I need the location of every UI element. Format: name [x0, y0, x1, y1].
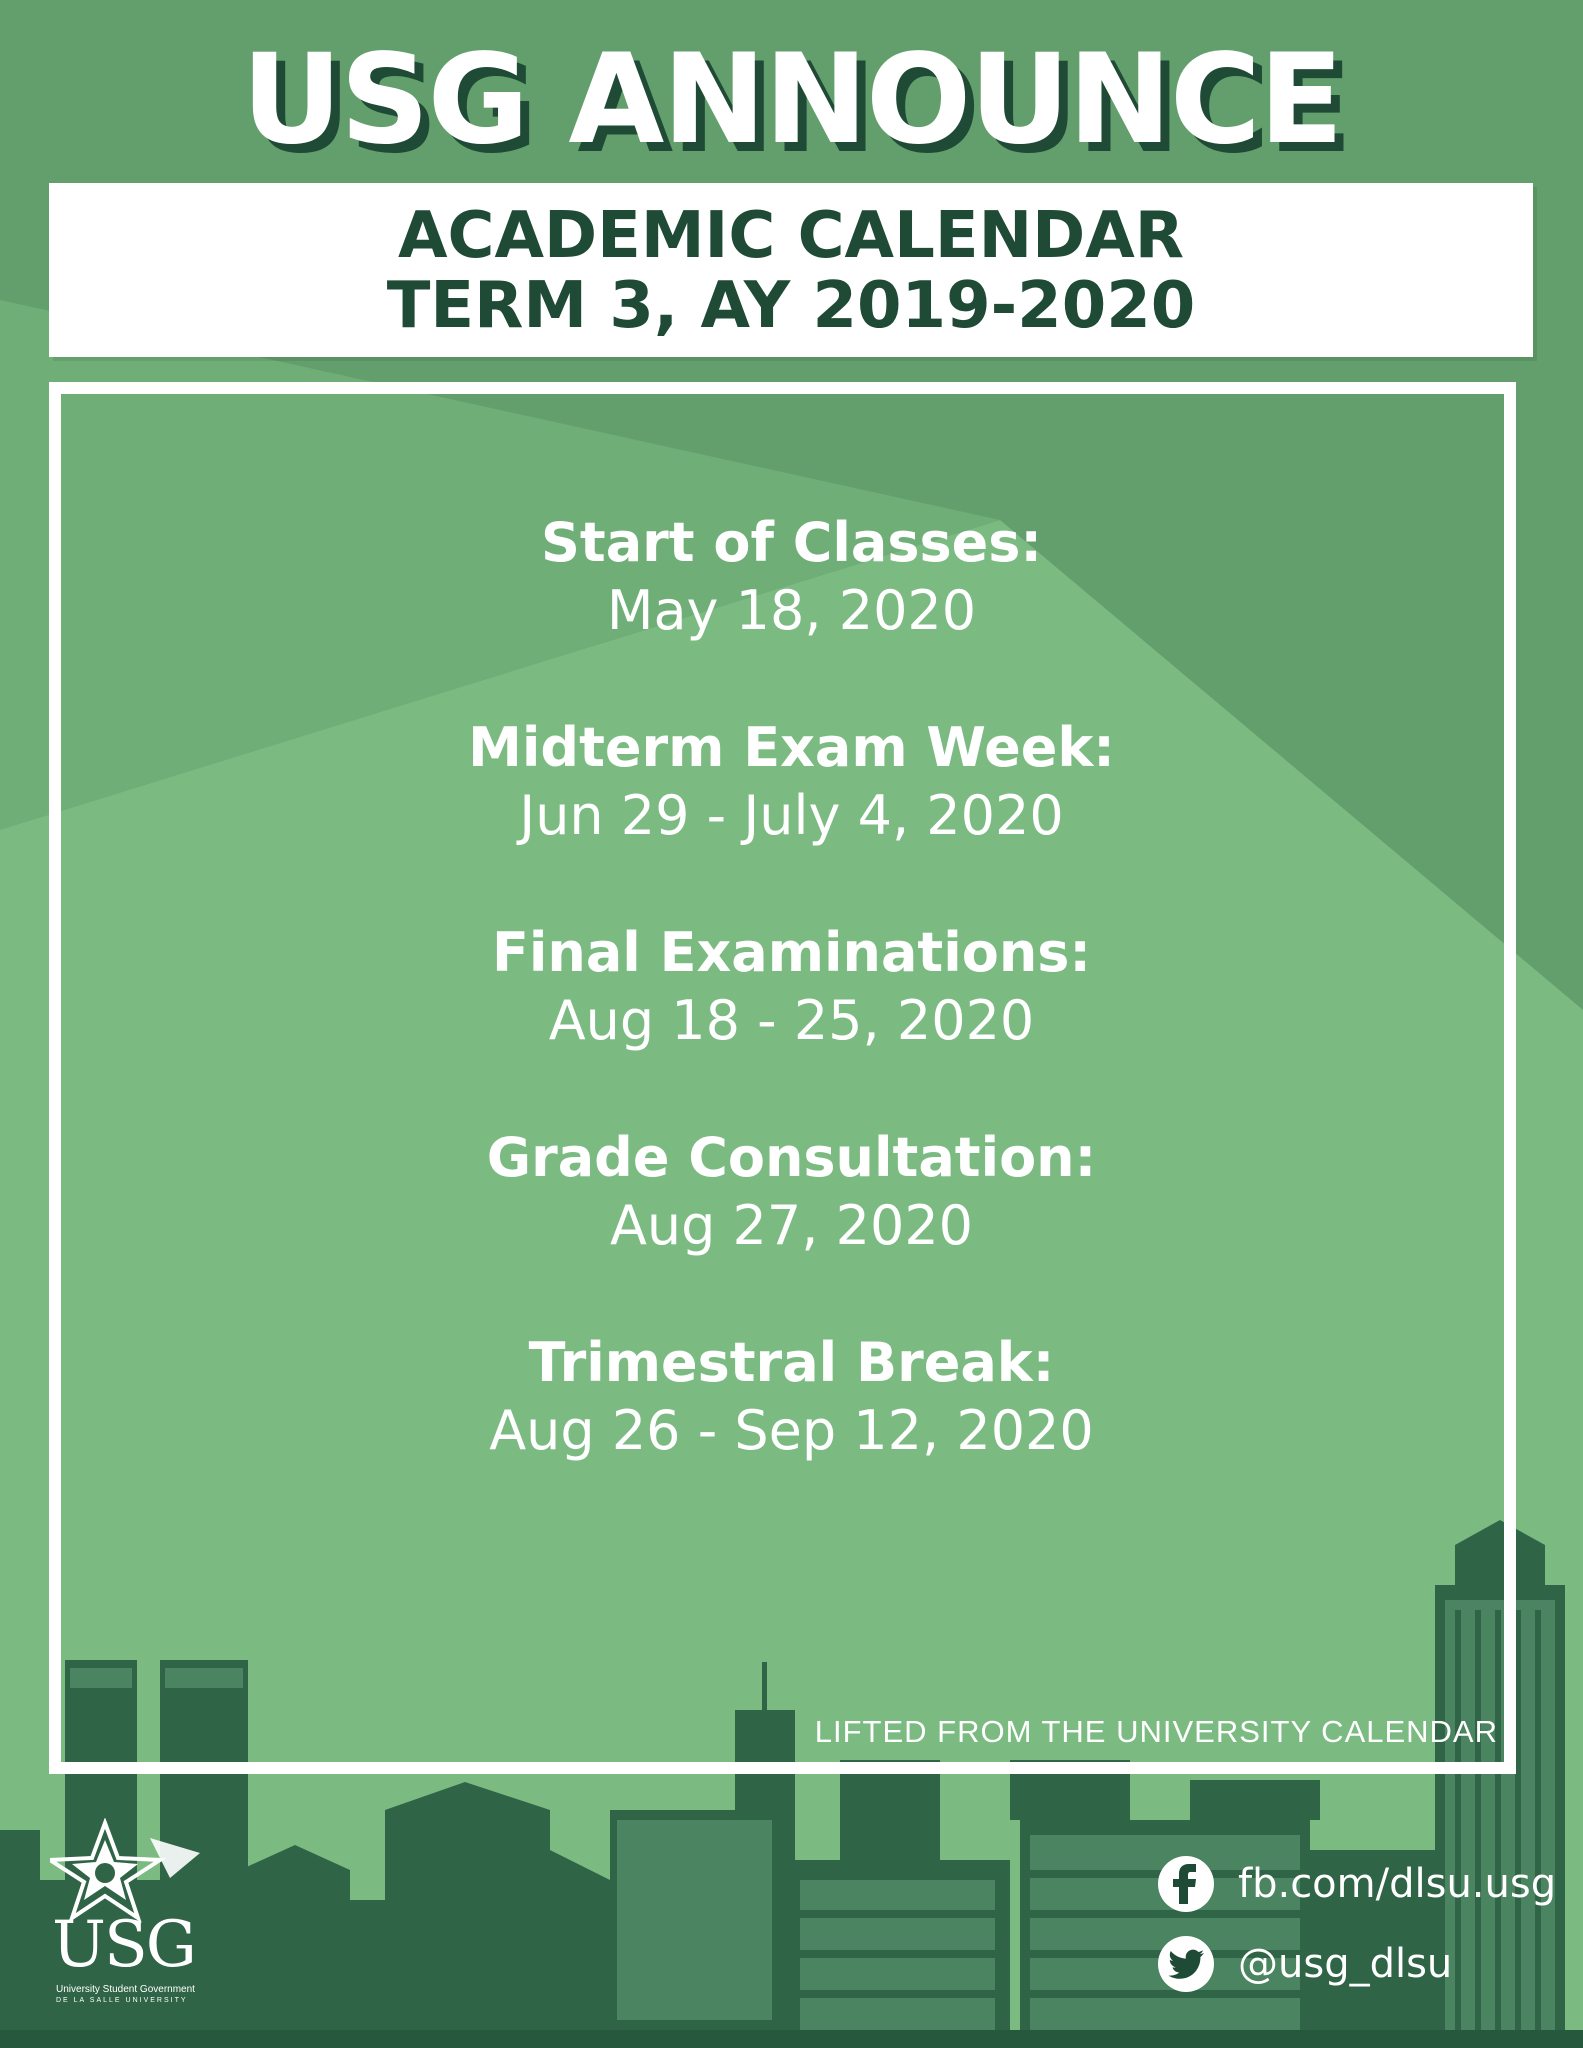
event-label: Grade Consultation:: [486, 1126, 1097, 1189]
twitter-handle: @usg_dlsu: [1238, 1941, 1453, 1987]
twitter-link[interactable]: [1158, 1936, 1452, 1992]
subtitle-line-1: ACADEMIC CALENDAR: [397, 199, 1185, 273]
logo-wordmark: USG: [52, 1908, 195, 1982]
facebook-handle: fb.com/dlsu.usg: [1238, 1861, 1557, 1907]
event-date: Aug 18 - 25, 2020: [548, 989, 1035, 1052]
facebook-icon: [1158, 1856, 1214, 1912]
twitter-icon: [1158, 1936, 1214, 1992]
event-item: [0, 920, 1583, 1125]
event-label: Midterm Exam Week:: [468, 716, 1115, 779]
event-label: Trimestral Break:: [528, 1331, 1055, 1394]
event-date: Jun 29 - July 4, 2020: [519, 784, 1064, 847]
page-title: USG ANNOUNCE: [241, 28, 1342, 172]
event-item: [0, 1125, 1583, 1330]
event-label: Start of Classes:: [540, 511, 1042, 574]
event-label: Final Examinations:: [491, 921, 1091, 984]
event-date: Aug 27, 2020: [609, 1194, 974, 1257]
event-item: [0, 715, 1583, 920]
event-list: [0, 510, 1583, 1535]
subtitle-line-2: TERM 3, AY 2019-2020: [386, 269, 1196, 343]
source-credit: LIFTED FROM THE UNIVERSITY CALENDAR: [814, 1714, 1498, 1749]
event-item: [0, 510, 1583, 715]
event-date: May 18, 2020: [606, 579, 977, 642]
logo-school-name: DE LA SALLE UNIVERSITY: [56, 1997, 188, 2004]
subtitle-banner: [49, 183, 1533, 357]
event-date: Aug 26 - Sep 12, 2020: [489, 1399, 1094, 1462]
facebook-link[interactable]: [1158, 1856, 1556, 1912]
event-item: [0, 1330, 1583, 1535]
logo-org-name: University Student Government: [56, 1984, 195, 1995]
